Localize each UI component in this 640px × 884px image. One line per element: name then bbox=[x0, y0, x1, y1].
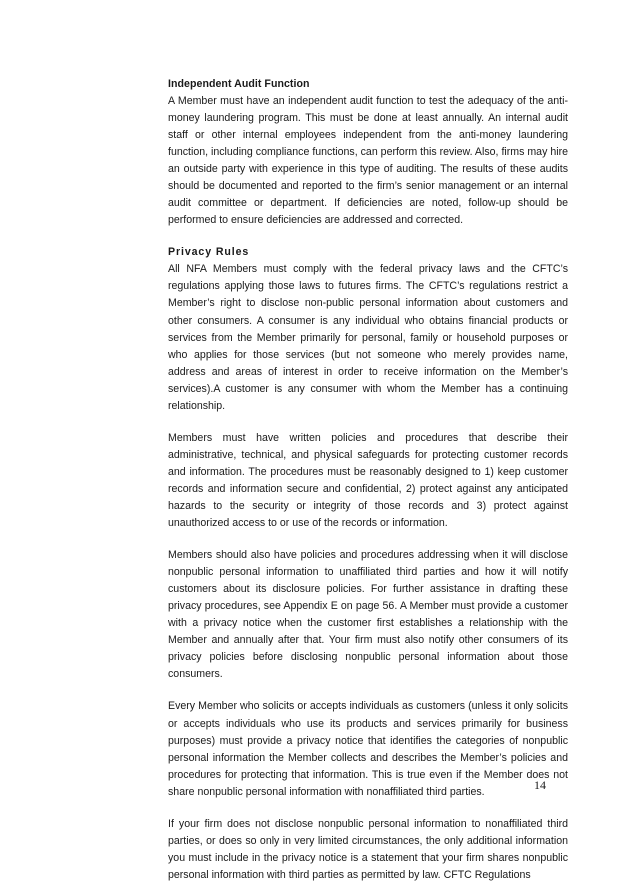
privacy-heading: Privacy Rules bbox=[168, 246, 250, 259]
page-number: 14 bbox=[534, 778, 546, 792]
paragraph-spacer bbox=[168, 415, 568, 430]
privacy-paragraph-2: Members must have written policies and procedures that describe their administrative, technical, and physical safeguards for protecting customer records and information. The procedures must be reasonably designed to 1) keep customer records and information secure and confidential, 2) protect against any anticipated hazards to the security or integrity of those records and 3) protect against unauthorized access to or use of the records or information. bbox=[168, 431, 568, 530]
paragraph-spacer bbox=[168, 683, 568, 698]
audit-heading: Independent Audit Function bbox=[168, 78, 310, 90]
page-body bbox=[168, 76, 568, 884]
privacy-paragraph-1: All NFA Members must comply with the federal privacy laws and the CFTC’s regulations applying those laws to futures firms. The CFTC’s regulations restrict a Member’s right to disclose non-public personal information about customers and other consumers. A consumer is any individual who obtains financial products or services from the Member primarily for personal, family or household purposes or who applies for those services (but not someone who merely provides name, address and areas of interest in order to receive information on the Member’s services).A customer is any consumer with whom the Member has a continuing relationship. bbox=[168, 263, 568, 412]
privacy-paragraph-5: If your firm does not disclose nonpublic personal information to nonaffiliated third parties, or does so only in very limited circumstances, the only additional information you must include in the privacy notice is a statement that your firm shares nonpublic personal information with third parties as permitted by law. CFTC Regulations bbox=[168, 817, 568, 881]
privacy-paragraph-3: Members should also have policies and procedures addressing when it will disclose nonpublic personal information to unaffiliated third parties and how it will notify customers about its disclosure policies. For further assistance in drafting these privacy procedures, see Appendix E on page 56. A Member must provide a customer with a privacy notice when the customer first establishes a relationship with the Member and annually after that. Your firm must also notify other consumers of its privacy policies before disclosing nonpublic personal information about those consumers. bbox=[168, 549, 568, 681]
section-spacer bbox=[168, 229, 568, 244]
audit-paragraph: A Member must have an independent audit function to test the adequacy of the anti-money laundering program. This must be done at least annually. An internal audit staff or other internal employees independent from the anti-money laundering function, including compliance functions, can perform this review. Also, firms may hire an outside party with experience in this type of auditing. The results of these audits should be documented and reported to the firm’s senior management or an internal audit committee or department. If deficiencies are noted, follow-up should be performed to ensure deficiencies are addressed and corrected. bbox=[168, 95, 568, 227]
paragraph-spacer bbox=[168, 801, 568, 816]
paragraph-spacer bbox=[168, 532, 568, 547]
privacy-paragraph-4: Every Member who solicits or accepts individuals as customers (unless it only solicits or accepts individuals who use its products and services primarily for business purposes) must provide a privacy notice that identifies the categories of nonpublic personal information the Member collects and describes the Member’s policies and procedures for protecting that information. This is true even if the Member does not share nonpublic personal information with nonaffiliated third parties. bbox=[168, 700, 568, 798]
